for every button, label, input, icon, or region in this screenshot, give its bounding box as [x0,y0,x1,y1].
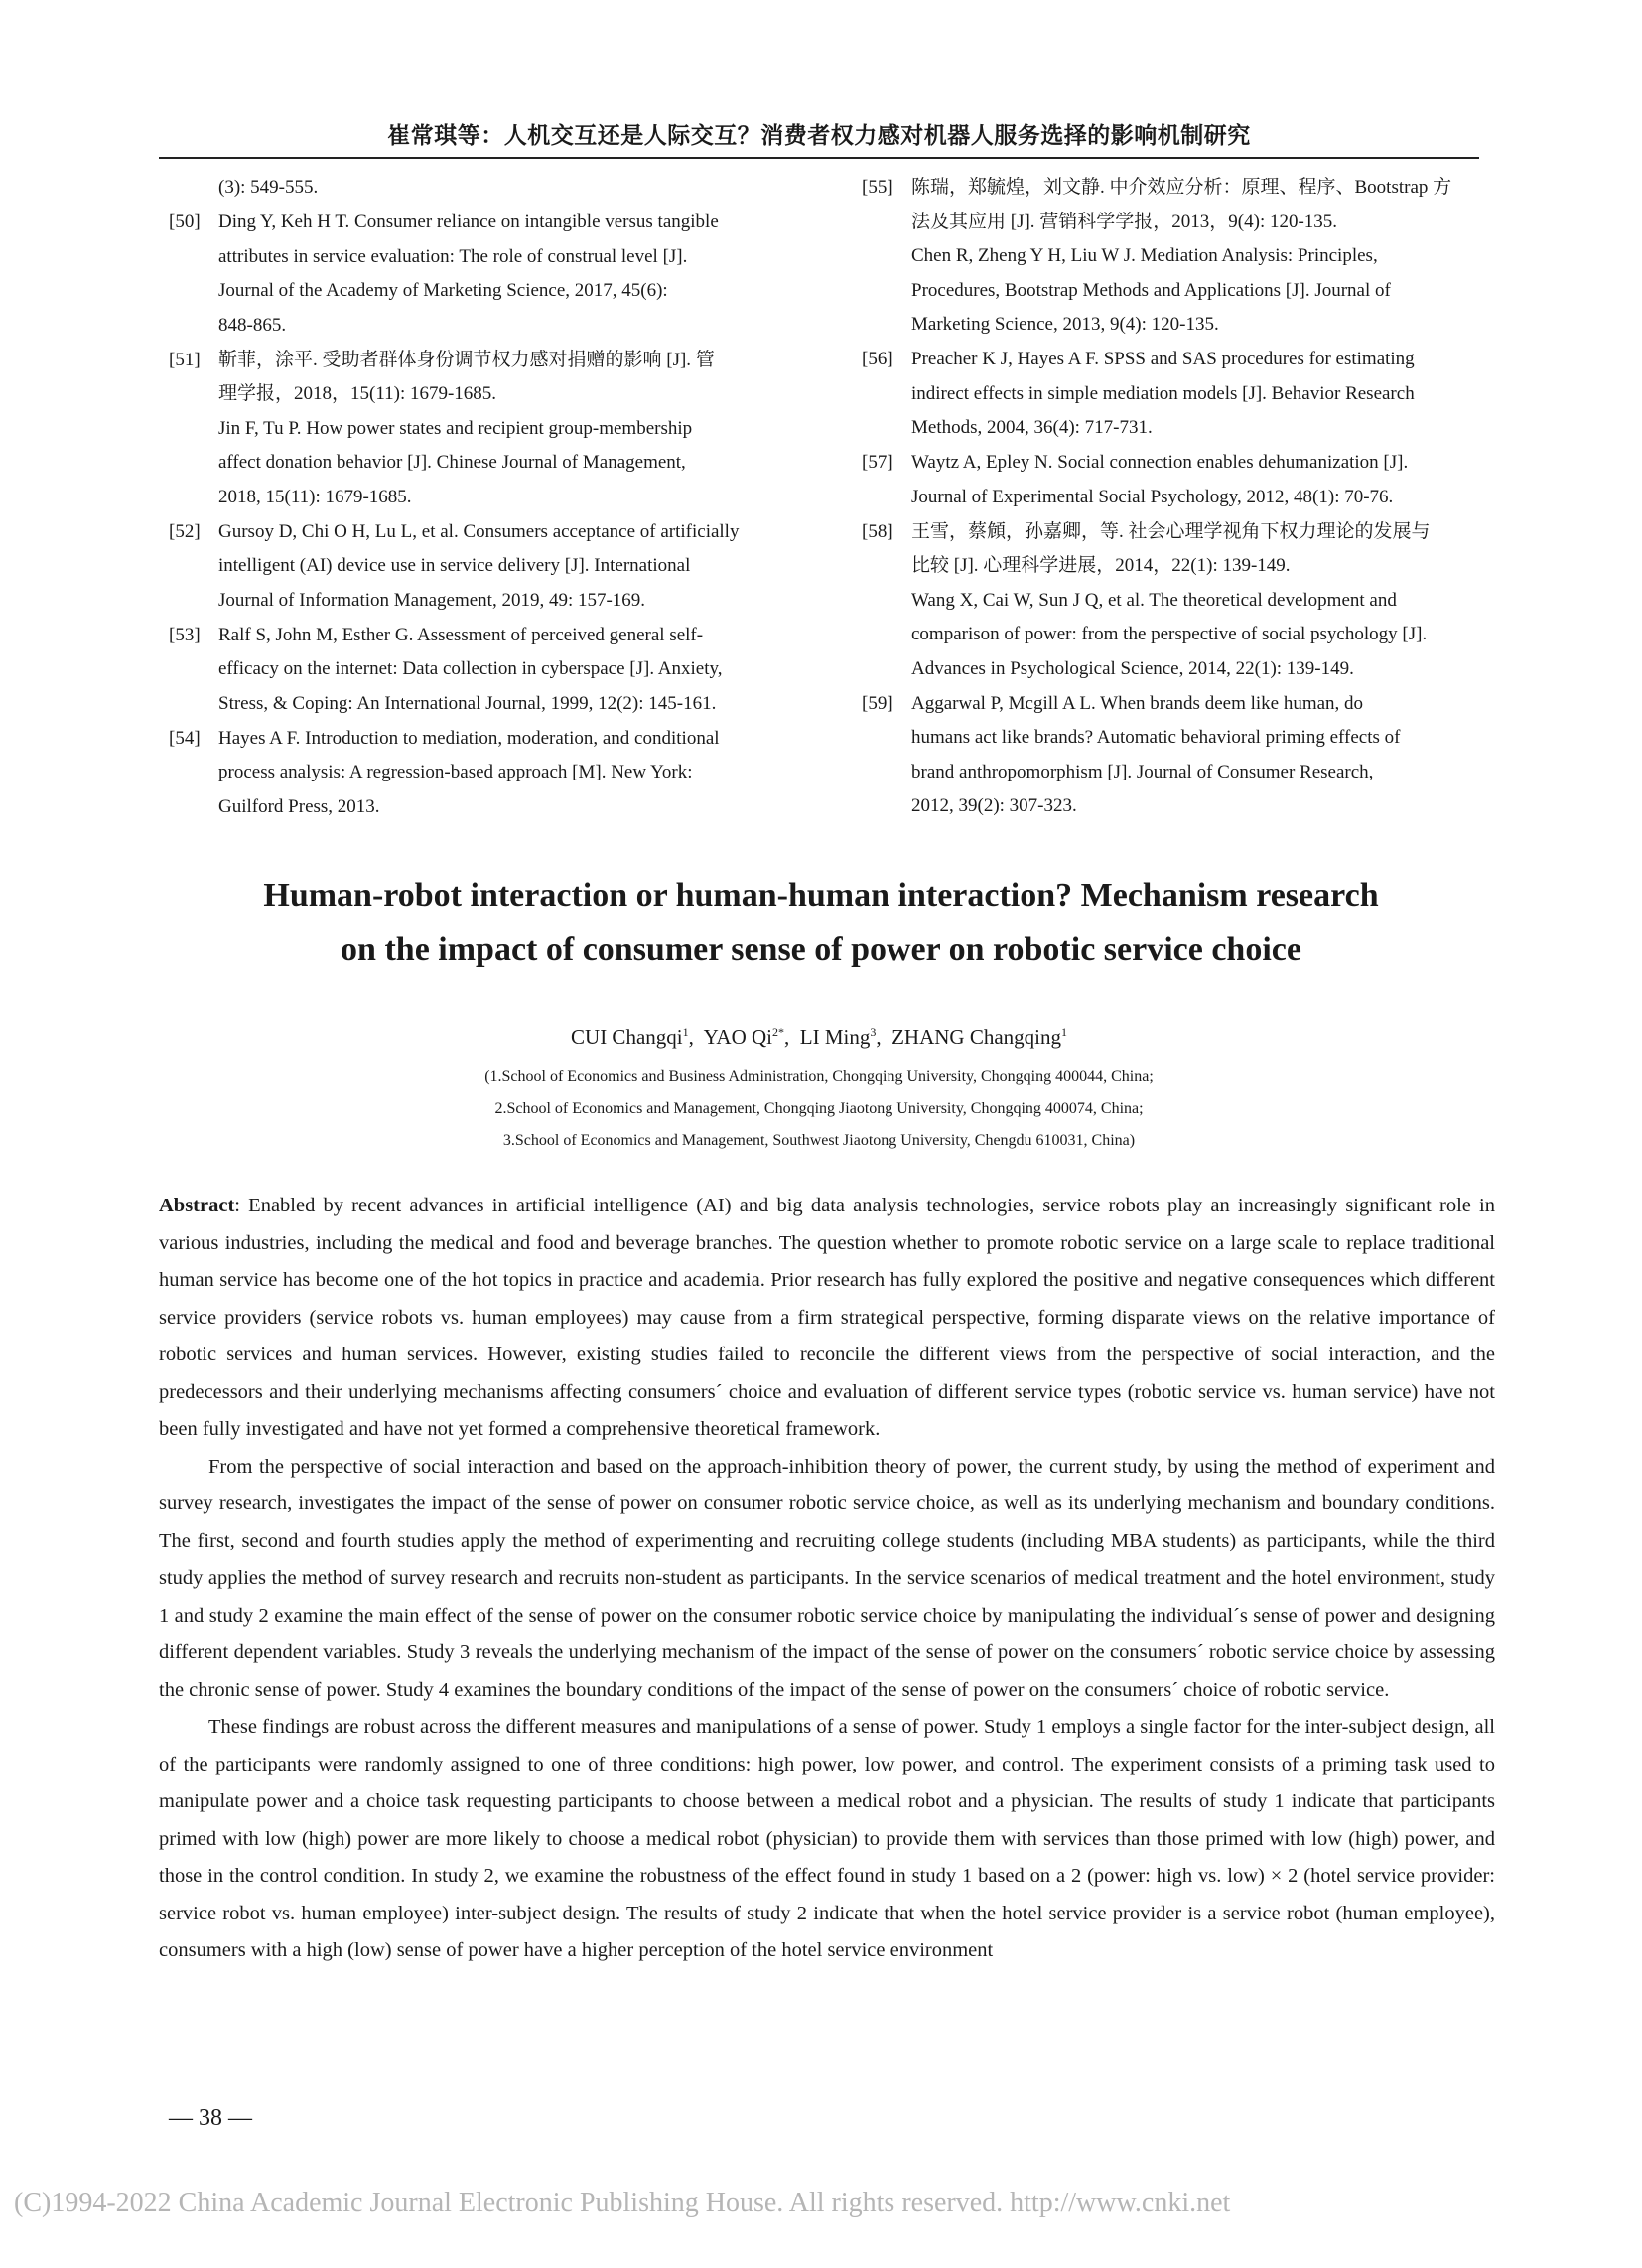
reference-item [862,343,1499,446]
author-name: YAO Qi [703,1025,772,1049]
abstract-paragraph-1 [159,1188,1495,1449]
reference-line: 法及其应用 [J]. 营销科学学报，2013，9(4): 120-135. [911,211,1338,232]
abstract-paragraph-3: These findings are robust across the different measures and manipulations of a sense of power. Study 1 employs a single factor for the inter-subject design, all of the participants were randomly assigned to one of three conditions: high power, low power, and control. The experiment consists of a priming task used to manipulate power and a choice task requesting participants to choose between a medical robot and a physician. The results of study 1 indicate that participants primed with low (high) power are more likely to choose a medical robot (physician) to provide them with services than those primed with low (high) power, and those in the control condition. In study 2, we examine the robustness of the effect found in study 1 based on a 2 (power: high vs. low) × 2 (hotel service provider: service robot vs. human employee) inter-subject design. The results of study 2 indicate that when the hotel service provider is a service robot (human employee), consumers with a high (low) sense of power have a higher perception of the hotel service environment [159,1716,1495,1961]
reference-item [169,515,804,619]
reference-number: [53] [169,624,201,645]
reference-line: intelligent (AI) device use in service delivery [J]. International [218,555,691,576]
reference-line: attributes in service evaluation: The role of construal level [J]. [218,245,688,267]
reference-line: humans act like brands? Automatic behavioral priming effects of [911,727,1401,748]
reference-item [862,171,1499,343]
references-left-column [169,171,804,825]
reference-line: (3): 549-555. [218,177,319,198]
paper-title [139,868,1503,977]
reference-line: 理学报，2018，15(11): 1679-1685. [218,383,497,404]
reference-item [862,687,1499,824]
reference-line: 2018, 15(11): 1679-1685. [218,486,412,507]
author-affiliation-mark: 1 [1060,1025,1067,1039]
reference-line: Journal of Information Management, 2019, 49: 157-169. [218,589,646,611]
author-affiliation-mark: 2* [772,1025,784,1039]
reference-number: [50] [169,212,201,232]
author-name: ZHANG Changqing [891,1025,1061,1049]
reference-line: process analysis: A regression-based approach [M]. New York: [218,762,693,782]
reference-number: [55] [862,177,893,198]
paper-title-line-2: on the impact of consumer sense of power on robotic service choice [341,931,1301,968]
reference-line: Ding Y, Keh H T. Consumer reliance on intangible versus tangible [218,212,719,232]
abstract-label: Abstract [159,1195,235,1216]
reference-line: Gursoy D, Chi O H, Lu L, et al. Consumers acceptance of artificially [218,520,740,542]
affiliation-3: 3.School of Economics and Management, Southwest Jiaotong University, Chengdu 610031, China) [502,1132,1136,1149]
reference-item [862,515,1499,687]
reference-item [169,171,804,206]
reference-line: Journal of Experimental Social Psychology, 2012, 48(1): 70-76. [911,486,1394,507]
reference-number: [58] [862,520,893,542]
copyright-footer: (C)1994-2022 China Academic Journal Electronic Publishing House. All rights reserved. http://www.cnki.net [14,2188,1231,2218]
reference-line: 2012, 39(2): 307-323. [911,795,1077,816]
reference-line: Guilford Press, 2013. [218,795,380,817]
reference-line: Preacher K J, Hayes A F. SPSS and SAS procedures for estimating [911,349,1415,369]
reference-line: Jin F, Tu P. How power states and recipient group-membership [218,417,693,439]
reference-line: efficacy on the internet: Data collection in cyberspace [J]. Anxiety, [218,658,723,679]
reference-line: affect donation behavior [J]. Chinese Journal of Management, [218,452,686,473]
reference-item [169,206,804,343]
reference-line: 靳菲，涂平. 受助者群体身份调节权力感对捐赠的影响 [J]. 管 [218,349,715,370]
running-header: 崔常琪等：人机交互还是人际交互？消费者权力感对机器人服务选择的影响机制研究 [387,123,1251,149]
reference-line: Stress, & Coping: An International Journal, 1999, 12(2): 145-161. [218,692,717,714]
affiliation-2: 2.School of Economics and Management, Chongqing Jiaotong University, Chongqing 400074, China; [494,1100,1144,1117]
reference-line: Advances in Psychological Science, 2014, 22(1): 139-149. [911,657,1354,679]
paper-title-line-1: Human-robot interaction or human-human interaction? Mechanism research [263,877,1379,914]
reference-line: Ralf S, John M, Esther G. Assessment of perceived general self- [218,624,704,645]
reference-item [169,344,804,515]
reference-item [169,722,804,825]
reference-line: Waytz A, Epley N. Social connection enables dehumanization [J]. [911,452,1409,473]
affiliation-1: (1.School of Economics and Business Administration, Chongqing University, Chongqing 400044, China; [484,1068,1154,1085]
author-affiliation-mark: 1 [682,1025,689,1039]
reference-line: Methods, 2004, 36(4): 717-731. [911,417,1153,438]
reference-number: [59] [862,692,893,714]
author-name: LI Ming [799,1025,871,1049]
author-list: CUI Changqi$^1$, YAO $Qi^{2*}$, LI Ming$^3$, ZHANG Changqing$^1$ [571,1025,1067,1049]
reference-number: [51] [169,349,201,370]
header-rule [159,157,1479,159]
reference-line: Chen R, Zheng Y H, Liu W J. Mediation Analysis: Principles, [911,245,1378,266]
reference-number: [52] [169,520,201,542]
reference-line: 陈瑞，郑毓煌，刘文静. 中介效应分析：原理、程序、Bootstrap 方 [911,177,1452,198]
reference-line: 比较 [J]. 心理科学进展，2014，22(1): 139-149. [911,555,1291,576]
references-right-column [862,171,1499,824]
reference-line: 848-865. [218,314,287,336]
abstract [159,1188,1495,1970]
reference-number: [57] [862,452,893,473]
reference-number: [54] [169,727,201,749]
reference-line: Hayes A F. Introduction to mediation, moderation, and conditional [218,727,720,749]
reference-line: comparison of power: from the perspective of social psychology [J]. [911,624,1428,644]
reference-line: brand anthropomorphism [J]. Journal of Consumer Research, [911,761,1374,782]
abstract-paragraph-2: From the perspective of social interaction and based on the approach-inhibition theory of power, the current study, by using the method of experiment and survey research, investigates the impact of the sense of power on consumer robotic service choice, as well as its underlying mechanism and boundary conditions. The first, second and fourth studies apply the method of experimenting and recruiting college students (including MBA students) as participants, while the third study applies the method of survey research and recruits non-student as participants. In the service scenarios of medical treatment and the hotel environment, study 1 and study 2 examine the main effect of the sense of power on the consumer robotic service choice by manipulating the individual´s sense of power and designing different dependent variables. Study 3 reveals the underlying mechanism of the impact of the sense of power on the consumers´ robotic service choice by assessing the chronic sense of power. Study 4 examines the boundary conditions of the impact of the sense of power on the consumers´ choice of robotic service. [159,1455,1495,1701]
reference-line: Marketing Science, 2013, 9(4): 120-135. [911,314,1219,335]
author-name: CUI Changqi [571,1025,683,1049]
author-affiliation-mark: 3 [870,1025,877,1039]
reference-line: Aggarwal P, Mcgill A L. When brands deem like human, do [911,692,1364,714]
page-number: — 38 — [169,2105,252,2131]
abstract-text: : Enabled by recent advances in artificial intelligence (AI) and big data analysis technologies, service robots play an increasingly significant role in various industries, including the medical and food and beverage branches. The question whether to promote robotic service on a large scale to replace traditional human service has become one of the hot topics in practice and academia. Prior research has fully explored the positive and negative consequences which different service providers (service robots vs. human employees) may cause from a firm strategical perspective, forming disparate views on the relative importance of robotic services and human services. However, existing studies failed to reconcile the different views from the perspective of social interaction, and the predecessors and their underlying mechanisms affecting consumers´ choice and evaluation of different service types (robotic service vs. human service) have not been fully investigated and have not yet formed a comprehensive theoretical framework. [159,1195,1495,1440]
reference-number: [56] [862,349,893,369]
reference-line: Journal of the Academy of Marketing Science, 2017, 45(6): [218,280,668,301]
reference-line: 王雪，蔡頠，孙嘉卿，等. 社会心理学视角下权力理论的发展与 [911,520,1431,542]
reference-item [169,619,804,722]
reference-line: Procedures, Bootstrap Methods and Applications [J]. Journal of [911,279,1391,301]
reference-line: indirect effects in simple mediation models [J]. Behavior Research [911,382,1415,404]
reference-line: Wang X, Cai W, Sun J Q, et al. The theoretical development and [911,589,1397,611]
reference-item [862,446,1499,514]
